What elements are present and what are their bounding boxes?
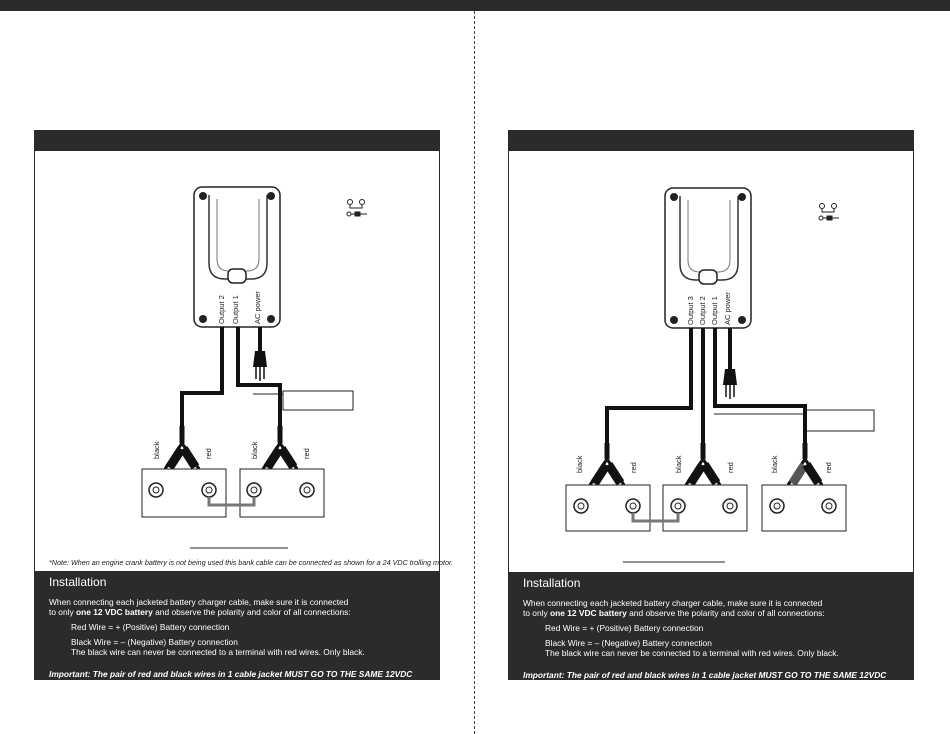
battery [142, 469, 226, 517]
battery [240, 469, 324, 517]
charger-unit [665, 188, 751, 328]
output-label: Output 1 [231, 295, 240, 324]
charger-unit [194, 187, 280, 327]
page-fold-divider [474, 11, 475, 734]
important-text: Important: The pair of red and black wires in 1 cable jacket MUST GO TO THE SAME 12VDC battery. [49, 669, 413, 689]
wire-label-red: red [726, 462, 735, 473]
ac-power-label: AC power [723, 292, 732, 325]
never-text: The black wire can never be connected to a terminal with red wires. Only black. [545, 648, 839, 658]
left-wiring-diagram [35, 151, 439, 556]
output-label: Output 1 [710, 296, 719, 325]
battery [762, 485, 846, 531]
wire-label-red: red [629, 462, 638, 473]
install-line: to only one 12 VDC battery and observe the polarity and color of all connections: [523, 608, 825, 618]
fuse-symbol-icon [819, 204, 839, 221]
right-panel-header [509, 131, 913, 151]
fuse-symbol-icon [347, 200, 367, 217]
wire-label-black: black [575, 455, 584, 473]
install-line: to only one 12 VDC battery and observe the polarity and color of all connections: [49, 607, 351, 617]
right-wiring-diagram [509, 151, 913, 571]
battery [663, 485, 747, 531]
wire-label-red: red [302, 448, 311, 459]
note-text: *Note: When an engine crank battery is not being used this bank cable can be connected as shown for a 24 VDC trolling motor. [49, 558, 454, 567]
callout-box [806, 410, 874, 431]
output-label: Output 3 [686, 296, 695, 325]
installation-box [35, 571, 439, 689]
wire-label-black: black [674, 455, 683, 473]
output-cables [182, 327, 280, 426]
output-cables [607, 328, 805, 443]
installation-box [509, 572, 913, 690]
right-panel [508, 130, 914, 690]
red-wire-text: Red Wire = + (Positive) Battery connection [545, 623, 704, 633]
black-wire-text: Black Wire = – (Negative) Battery connection [545, 638, 712, 648]
never-text: The black wire can never be connected to a terminal with red wires. Only black. [71, 647, 365, 657]
output-label: Output 2 [698, 296, 707, 325]
ac-power-label: AC power [253, 291, 262, 324]
install-line: When connecting each jacketed battery charger cable, make sure it is connected [49, 597, 349, 607]
wire-label-red: red [824, 462, 833, 473]
wire-label-black: black [250, 441, 259, 459]
red-wire-text: Red Wire = + (Positive) Battery connection [71, 622, 230, 632]
battery [566, 485, 650, 531]
important-text: Important: The pair of red and black wires in 1 cable jacket MUST GO TO THE SAME 12VDC battery. [523, 670, 887, 690]
ac-plug-icon [723, 328, 737, 399]
installation-title: Installation [523, 576, 581, 590]
wire-label-black: black [770, 455, 779, 473]
callout-box [283, 391, 353, 410]
left-panel [34, 130, 454, 689]
wire-label-black: black [152, 441, 161, 459]
output-label: Output 2 [217, 295, 226, 324]
ac-plug-icon [253, 327, 267, 381]
left-panel-header [35, 131, 439, 151]
top-bar [0, 0, 950, 11]
wire-label-red: red [204, 448, 213, 459]
black-wire-text: Black Wire = – (Negative) Battery connection [71, 637, 238, 647]
install-line: When connecting each jacketed battery charger cable, make sure it is connected [523, 598, 823, 608]
installation-title: Installation [49, 575, 107, 589]
